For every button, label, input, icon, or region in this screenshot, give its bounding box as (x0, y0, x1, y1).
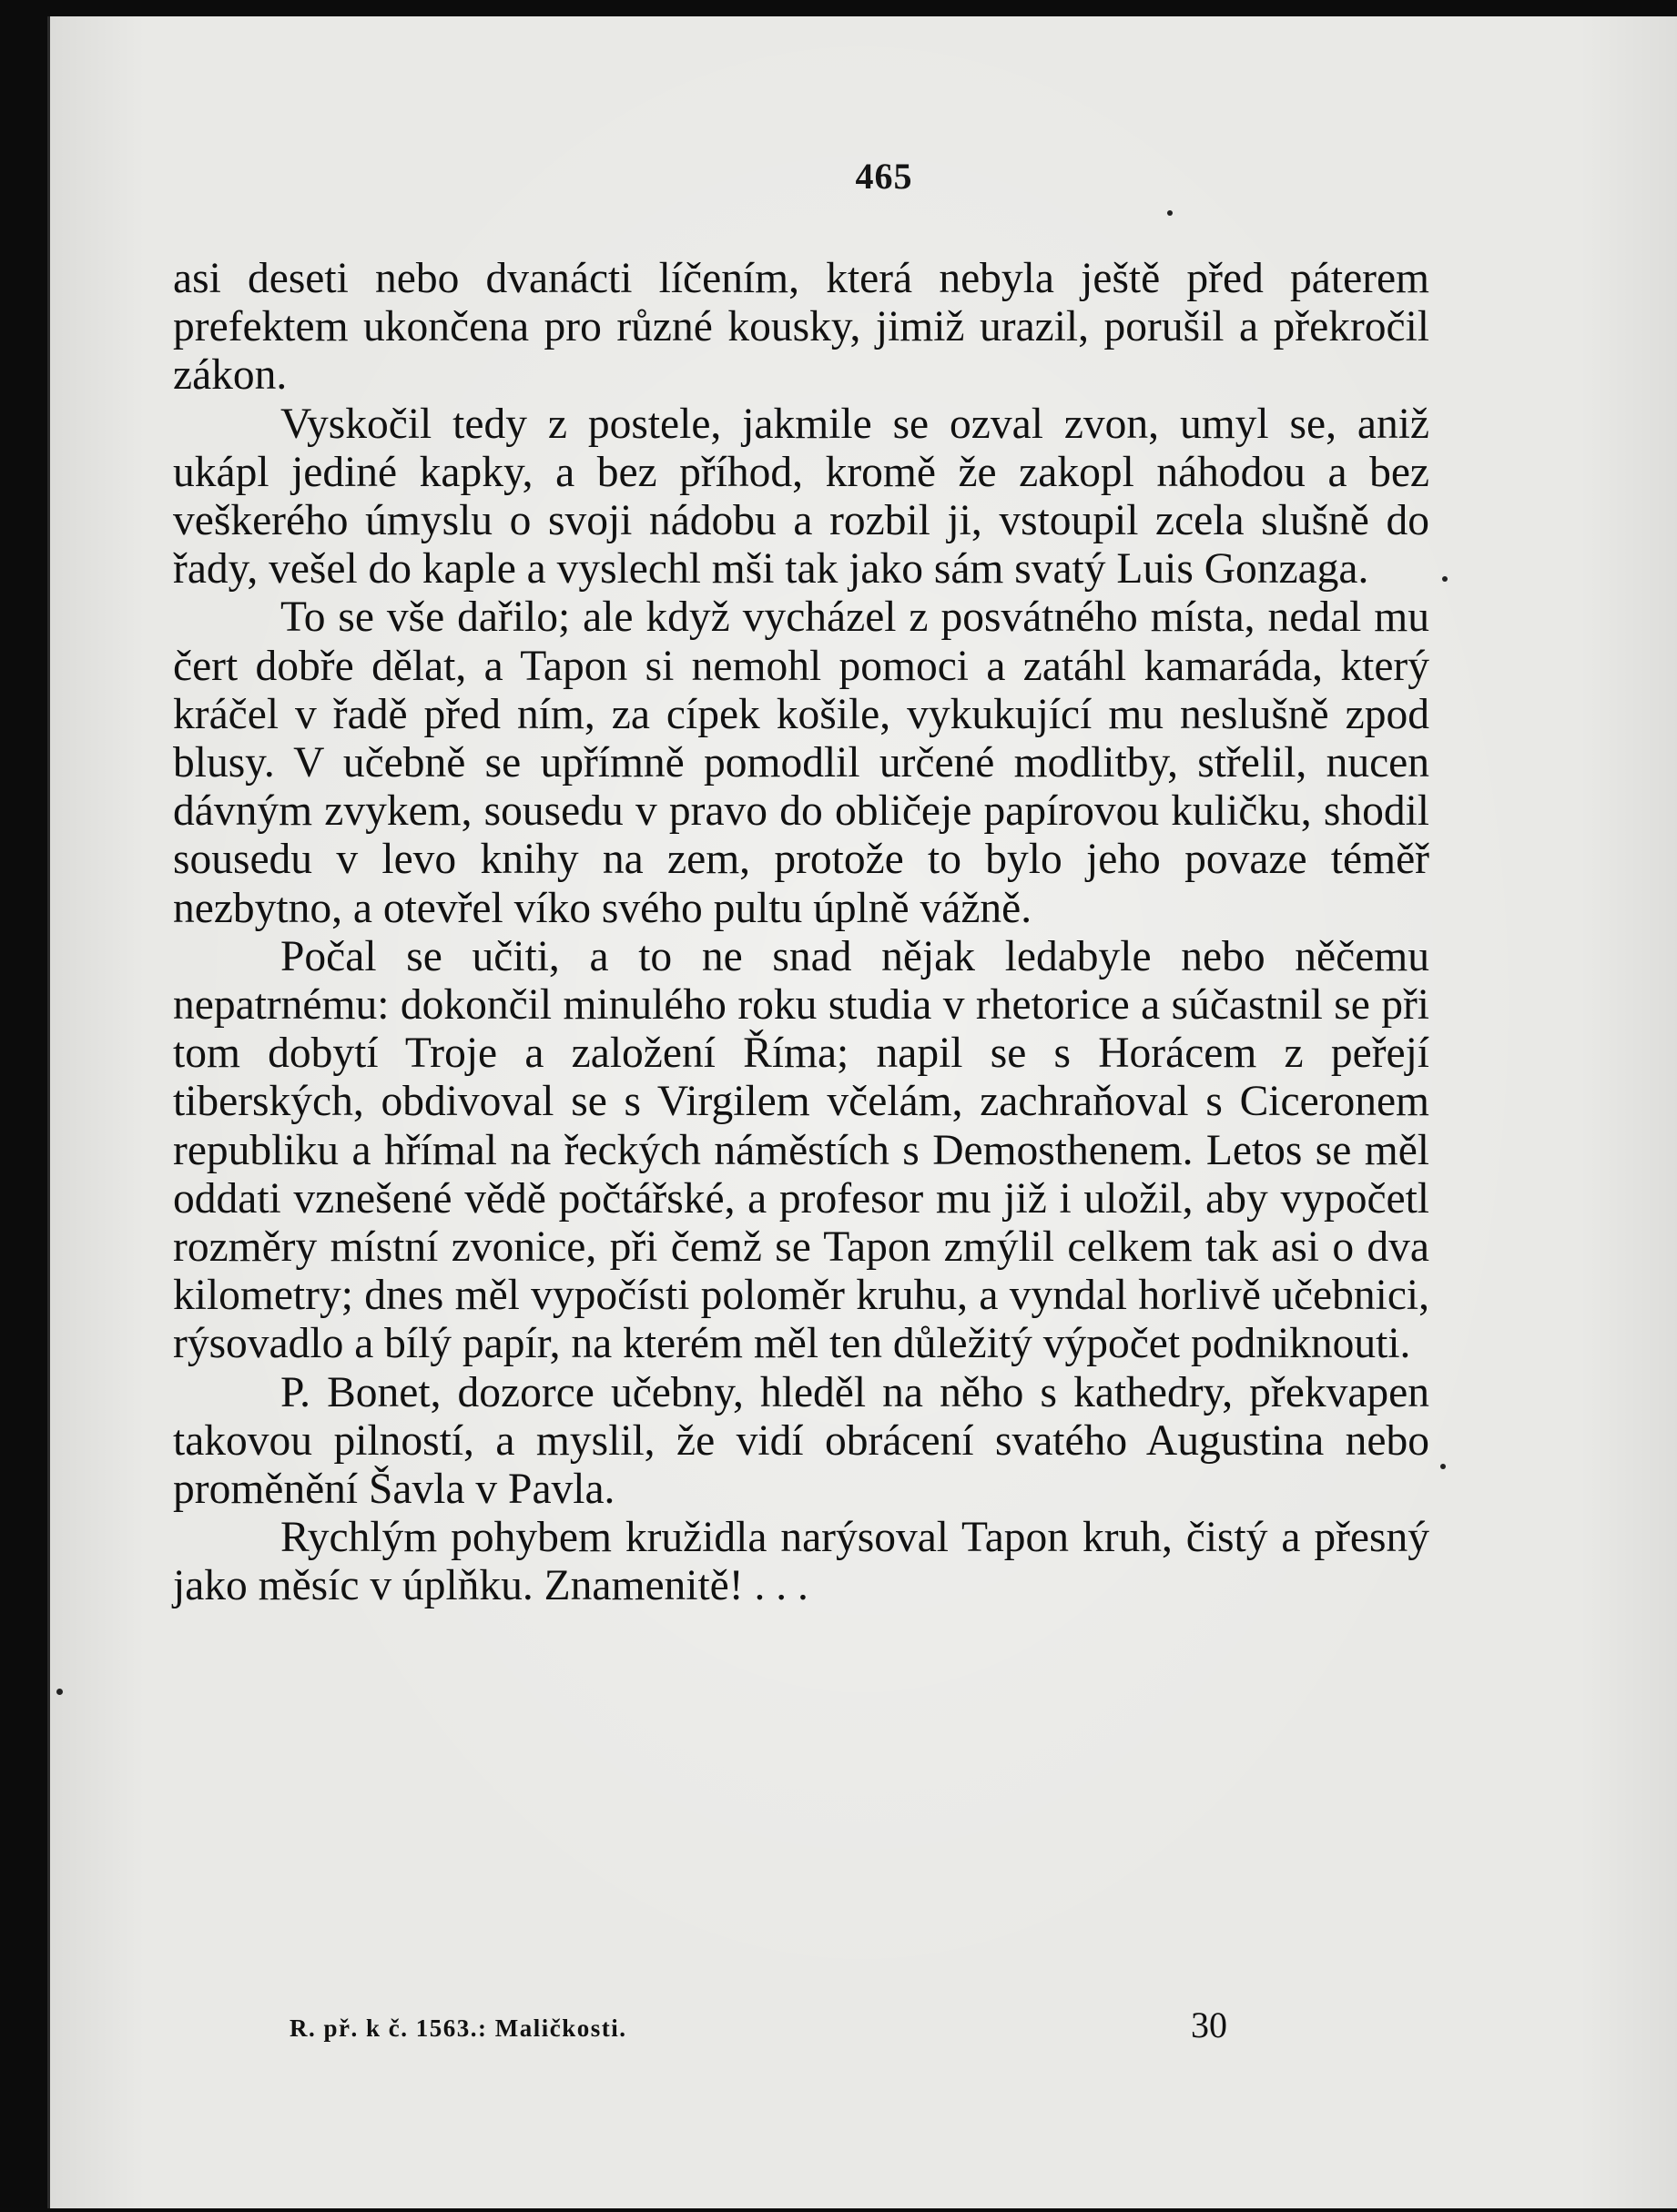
print-speck (56, 1689, 63, 1695)
book-page (47, 16, 1677, 2208)
paragraph: Počal se učiti, a to ne snad nějak ledabyle nebo něčemu nepatrnému: dokončil minulého roku studia v rhetorice a súčastnil se při tom dobytí Troje a založení Říma; napil se s Horácem z peřejí tiberských, obdivoval se s Virgilem včelám, zachraňoval s Ciceronem republiku a hřímal na řeckých náměstích s Demosthenem. Letos se měl oddati vznešené vědě počtářské, a profesor mu již i uložil, aby vypočetl rozměry místní zvonice, při čemž se Tapon zmýlil celkem tak asi o dva kilometry; dnes měl vypočísti poloměr kruhu, a vyndal horlivě učebnici, rýsovadlo a bílý papír, na kterém měl ten důležitý výpočet podniknouti. (173, 932, 1429, 1368)
print-speck (1440, 1464, 1446, 1469)
page-edge-shadow (47, 16, 50, 2208)
footer-signature: R. př. k č. 1563.: Maličkosti. (290, 2014, 627, 2042)
print-speck (1442, 576, 1448, 582)
page-footer (173, 2004, 1429, 2049)
body-text (173, 255, 1429, 1611)
page-number: 465 (855, 156, 913, 197)
paragraph: P. Bonet, dozorce učebny, hleděl na něho s kathedry, překvapen takovou pilností, a myslil, že vidí obrácení svatého Augustina nebo proměnění Šavla v Pavla. (173, 1368, 1429, 1514)
paragraph: To se vše dařilo; ale když vycházel z posvátného místa, nedal mu čert dobře dělat, a Tapon si nemohl pomoci a zatáhl kamaráda, který kráčel v řadě před ním, za cípek košile, vykukující mu neslušně zpod blusy. V učebně se upřímně pomodlil určené modlitby, střelil, nucen dávným zvykem, sousedu v pravo do obličeje papírovou kuličku, shodil sousedu v levo knihy na zem, protože to bylo jeho povaze téměř nezbytno, a otevřel víko svého pultu úplně vážně. (173, 594, 1429, 932)
paragraph: asi deseti nebo dvanácti líčením, která nebyla ještě před páterem prefektem ukončena pro různé kousky, jimiž urazil, porušil a překročil zákon. (173, 255, 1429, 400)
paragraph: Vyskočil tedy z postele, jakmile se ozval zvon, umyl se, aniž ukápl jediné kapky, a bez příhod, kromě že zakopl náhodou a bez veškerého úmyslu o svoji nádobu a rozbil ji, vstoupil zcela slušně do řady, vešel do kaple a vyslechl mši tak jako sám svatý Luis Gonzaga. (173, 400, 1429, 594)
paragraph: Rychlým pohybem kružidla narýsoval Tapon kruh, čistý a přesný jako měsíc v úplňku. Znamenitě! . . . (173, 1514, 1429, 1610)
print-speck (1167, 210, 1173, 216)
sheet-number: 30 (1191, 2004, 1227, 2045)
